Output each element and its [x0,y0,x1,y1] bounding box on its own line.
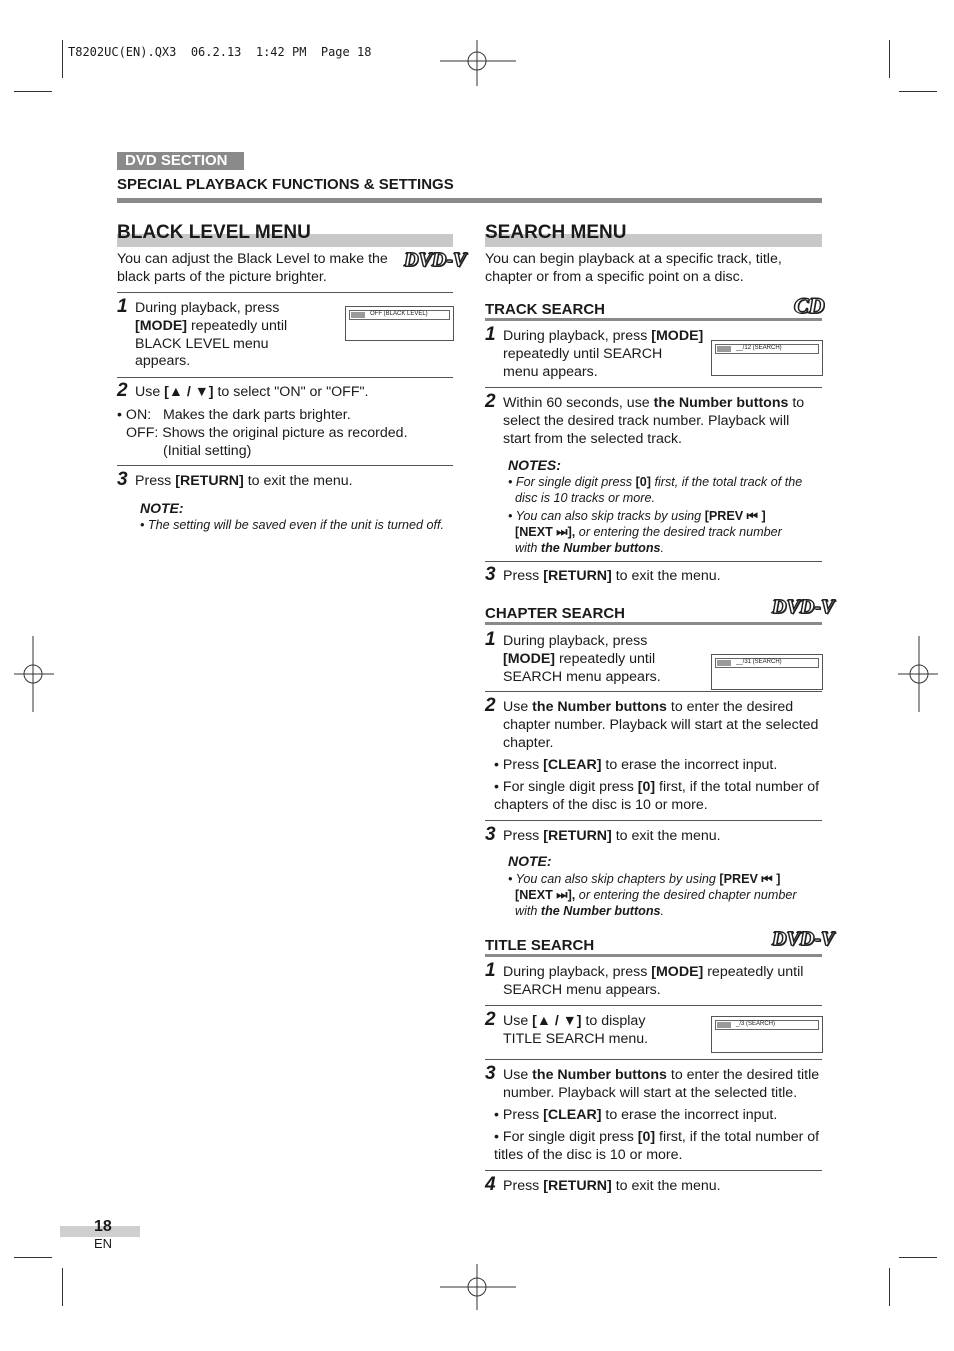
step-text: During playback, press [MODE] repeatedly until BLACK LEVEL menu appears. [135,300,288,370]
black-level-intro: You can adjust the Black Level to make the black parts of the picture brighter. [117,251,388,285]
step-text: Within 60 seconds, use the Number buttons to select the desired track number. Playback will start from the selected track. [503,395,805,447]
chapter-search-heading: CHAPTER SEARCH [485,605,626,622]
note-heading: NOTE: [140,500,184,516]
osd-screen-track-search: __/12 (SEARCH) [711,340,823,376]
section-subheading: SPECIAL PLAYBACK FUNCTIONS & SETTINGS [117,176,454,193]
crop-mark [899,1257,937,1258]
divider [485,1059,822,1060]
step-text: During playback, press [MODE] repeatedly until SEARCH menu appears. [503,633,661,685]
subsection-rule [485,622,822,625]
crop-mark [889,1268,890,1306]
divider [485,1170,822,1171]
title-search-heading: TITLE SEARCH [485,937,595,954]
dvd-video-logo-icon: DVD-V [404,249,467,271]
crop-mark [62,40,63,78]
step-number: 3 [485,1063,496,1084]
osd-screen-chapter-search: __/31 (SEARCH) [711,654,823,690]
step-number: 3 [485,564,496,585]
search-menu-title: SEARCH MENU [485,222,627,243]
page-number: 18 [94,1218,112,1235]
note-text: • You can also skip chapters by using [PREV ⏮ ] [NEXT ⏭], or entering the desired chapter number with the Number buttons. [508,872,797,918]
subsection-rule [485,954,822,957]
language-code: EN [94,1236,113,1251]
subsection-rule [485,318,822,321]
note-heading: NOTE: [508,853,552,869]
crop-mark [14,1257,52,1258]
osd-screen-title-search: _/3 (SEARCH) [711,1016,823,1053]
divider [117,465,453,466]
dvd-video-logo-icon: DVD-V [772,928,835,950]
section-tag: DVD SECTION [117,152,244,170]
step-text: Use the Number buttons to enter the desired chapter number. Playback will start at the selected chapter. [503,699,819,751]
step-number: 1 [117,296,128,317]
step-number: 3 [117,469,128,490]
step-text: Use [▲ / ▼] to select "ON" or "OFF". [135,384,369,400]
chapter-icon [717,660,731,666]
divider [485,387,822,388]
track-search-heading: TRACK SEARCH [485,301,605,318]
step-text: Use the Number buttons to enter the desired title number. Playback will start at the selected title. [503,1067,820,1101]
step-number: 3 [485,824,496,845]
divider [117,377,453,378]
step-text: Press [RETURN] to exit the menu. [503,1178,721,1194]
bullet-list: • Press [CLEAR] to erase the incorrect input. • For single digit press [0] first, if the total number of chapters of the disc is 10 or more. [494,757,820,813]
step-text: During playback, press [MODE] repeatedly until SEARCH menu appears. [503,328,704,380]
bullet-list: • Press [CLEAR] to erase the incorrect input. • For single digit press [0] first, if the total number of titles of the disc is 10 or more. [494,1107,820,1163]
step-number: 1 [485,324,496,345]
title-icon [717,1022,731,1028]
step-number: 2 [485,695,496,716]
divider [485,820,822,821]
dvd-video-logo-icon: DVD-V [772,596,835,618]
divider [485,561,822,562]
option-list: • ON: Makes the dark parts brighter. OFF: Shows the original picture as recorded. (Initial setting) [117,407,408,459]
notes-heading: NOTES: [508,457,561,473]
track-icon [717,346,731,352]
crop-mark [889,40,890,78]
registration-mark-icon [14,636,54,712]
note-text: • For single digit press [0] first, if the total track of the disc is 10 tracks or more. • You can also skip tracks by using [PREV ⏮ ] [NEXT ⏭], or entering the desired track number with the Number buttons. [508,475,803,555]
step-number: 4 [485,1174,496,1195]
step-number: 2 [485,1009,496,1030]
print-slug: T8202UC(EN).QX3 06.2.13 1:42 PM Page 18 [68,45,372,59]
step-number: 1 [485,960,496,981]
step-text: Press [RETURN] to exit the menu. [503,568,721,584]
step-text: During playback, press [MODE] repeatedly until SEARCH menu appears. [503,964,804,998]
step-number: 2 [117,380,128,401]
divider [117,292,453,293]
registration-mark-icon [440,1264,516,1310]
step-text: Press [RETURN] to exit the menu. [503,828,721,844]
cd-logo-icon: CD [794,293,825,318]
note-text: • The setting will be saved even if the unit is turned off. [140,518,445,532]
step-number: 2 [485,391,496,412]
search-intro: You can begin playback at a specific track, title, chapter or from a specific point on a disc. [485,251,782,285]
registration-mark-icon [898,636,938,712]
divider [485,1005,822,1006]
crop-mark [62,1268,63,1306]
header-divider [117,198,822,203]
step-number: 1 [485,629,496,650]
step-text: Use [▲ / ▼] to display TITLE SEARCH menu. [503,1013,649,1047]
crop-mark [899,91,937,92]
divider [485,691,822,692]
osd-screen-black-level: OFF (BLACK LEVEL) [345,306,454,341]
step-text: Press [RETURN] to exit the menu. [135,473,353,489]
black-level-icon [351,312,365,318]
black-level-title: BLACK LEVEL MENU [117,222,311,243]
registration-mark-icon [440,40,516,86]
crop-mark [14,91,52,92]
